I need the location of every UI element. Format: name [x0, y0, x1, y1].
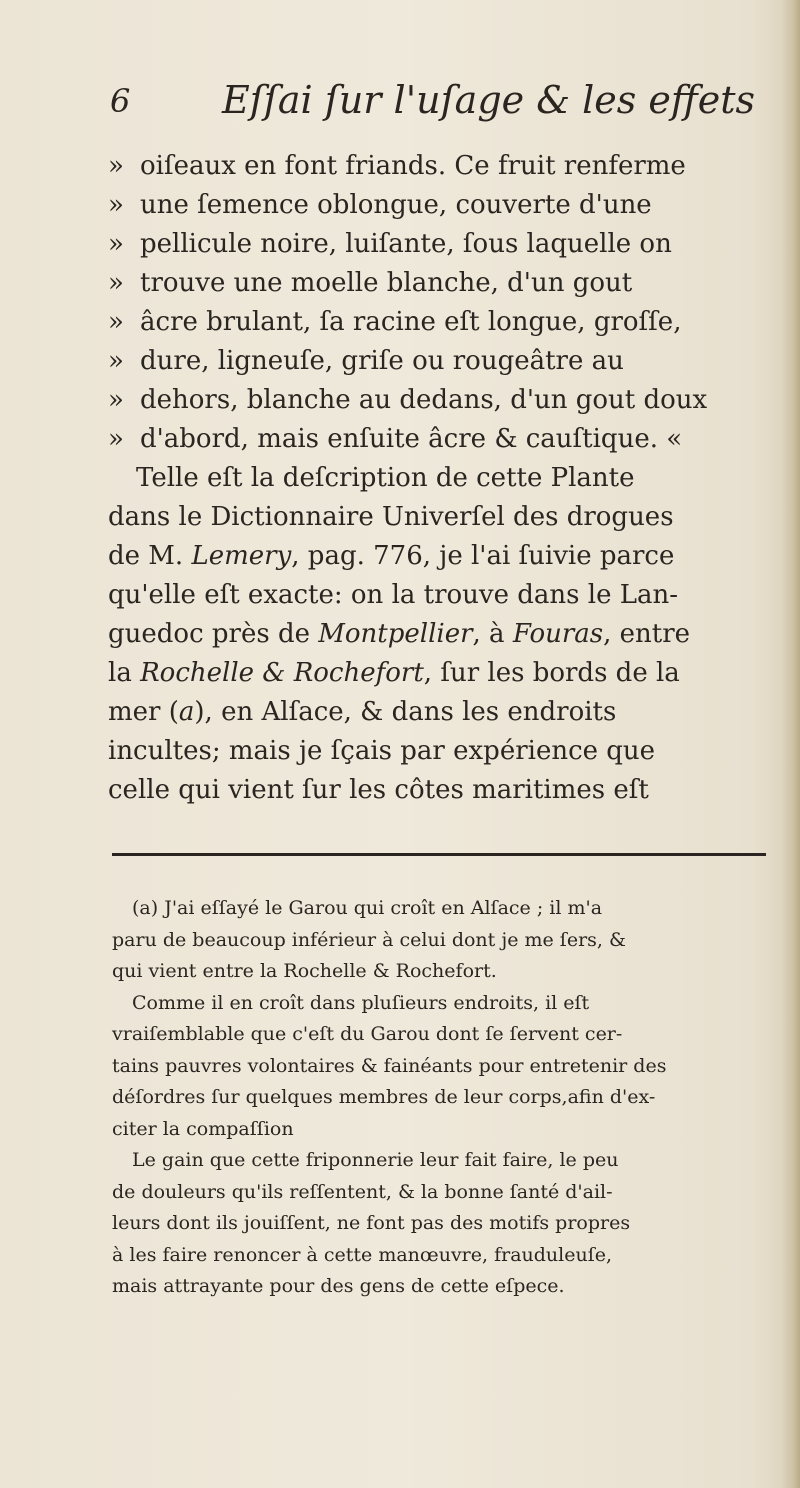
line-text: de douleurs qu'ils reſſentent, & la bonne ſanté d'ail- [112, 1180, 613, 1203]
quote-mark: » [108, 151, 124, 181]
main-text [108, 147, 788, 810]
line-text: guedoc près de [108, 619, 319, 649]
place-rochelle-rochefort: Rochelle & Rochefort [140, 658, 424, 688]
footnote-line [112, 1240, 772, 1272]
paragraph-line [108, 732, 788, 771]
footnotes [112, 893, 772, 1303]
quote-mark: » [108, 307, 124, 337]
line-text: une ſemence oblongue, couverte d'une [140, 190, 652, 220]
line-text: incultes; mais je ſçais par expérience que [108, 736, 656, 766]
paragraph-line [108, 459, 788, 498]
line-text: , à [472, 619, 513, 649]
page-number: 6 [110, 82, 131, 120]
line-text: Telle eſt la deſcription de cette Plante [136, 463, 635, 493]
paragraph-line [108, 654, 788, 693]
footnote-divider [112, 853, 766, 856]
line-text: de M. [108, 541, 192, 571]
footnote-line [112, 988, 772, 1020]
place-montpellier: Montpellier [318, 619, 473, 649]
place-fouras: Fouras [512, 619, 604, 649]
quoted-line [108, 147, 788, 186]
paragraph-line [108, 498, 788, 537]
line-text: Comme il en croît dans pluſieurs endroits, il eſt [132, 991, 590, 1014]
quoted-line [108, 264, 788, 303]
line-text: vraiſemblable que c'eſt du Garou dont ſe ſervent cer- [112, 1023, 623, 1045]
line-text: d'abord, mais enſuite âcre & cauſtique. « [140, 424, 683, 454]
paragraph-line [108, 693, 788, 732]
line-text: oiſeaux en font friands. Ce fruit renferme [140, 151, 686, 181]
line-text: la [108, 658, 141, 688]
quote-mark: » [108, 268, 124, 298]
line-text: paru de beaucoup inférieur à celui dont je me ſers, & [112, 928, 626, 951]
line-text: trouve une moelle blanche, d'un gout [140, 268, 633, 298]
footnote-line [112, 956, 772, 988]
line-text: ), en Alſace, & dans les endroits [194, 697, 617, 727]
quote-mark: » [108, 346, 124, 376]
quote-mark: » [108, 190, 124, 220]
quoted-line [108, 186, 788, 225]
footnote-ref: a [178, 697, 195, 727]
line-text: , ſur les bords de la [423, 658, 680, 688]
footnote-line [112, 1114, 772, 1146]
quoted-line [108, 381, 788, 420]
line-text: citer la compaſſion [112, 1117, 294, 1140]
line-text: dehors, blanche au dedans, d'un gout doux [140, 385, 708, 415]
footnote-line [112, 1082, 772, 1114]
quote-mark: » [108, 229, 124, 259]
page-header [110, 78, 770, 128]
line-text: âcre brulant, ſa racine eſt longue, groſſe, [140, 307, 682, 337]
line-text: Le gain que cette friponnerie leur fait faire, le peu [132, 1149, 619, 1171]
footnote-line [112, 925, 772, 957]
line-text: dans le Dictionnaire Univerſel des drogues [108, 502, 674, 532]
quote-mark: » [108, 424, 124, 454]
footnote-line [112, 1208, 772, 1240]
quoted-line [108, 420, 788, 459]
paragraph-line [108, 576, 788, 615]
paragraph-line [108, 615, 788, 654]
footnote-mark: (a) [132, 897, 159, 919]
line-text: dure, ligneuſe, griſe ou rougeâtre au [140, 346, 624, 376]
line-text: , entre [603, 619, 691, 649]
line-text: mais attrayante pour des gens de cette eſpece. [112, 1275, 565, 1297]
line-text: , pag. 776, je l'ai ſuivie parce [291, 541, 675, 571]
line-text: leurs dont ils jouiſſent, ne font pas des motifs propres [112, 1212, 631, 1234]
line-text: qu'elle eſt exacte: on la trouve dans le Lan- [108, 580, 679, 610]
line-text: tains pauvres volontaires & fainéants pour entretenir des [112, 1054, 667, 1077]
footnote-line [112, 1019, 772, 1051]
line-text: J'ai eſſayé le Garou qui croît en Alſace ; il m'a [158, 897, 603, 919]
line-text: déſordres ſur quelques membres de leur corps,afin d'ex- [112, 1086, 656, 1108]
line-text: à les faire renoncer à cette manœuvre, frauduleuſe, [112, 1243, 613, 1266]
quote-mark: » [108, 385, 124, 415]
quoted-line [108, 342, 788, 381]
footnote-line [112, 893, 772, 925]
quoted-line [108, 225, 788, 264]
line-text: qui vient entre la Rochelle & Rochefort. [112, 960, 497, 982]
paragraph-line [108, 771, 788, 810]
line-text: pellicule noire, luiſante, ſous laquelle on [140, 229, 672, 259]
author-name-lemery: Lemery [191, 541, 292, 571]
footnote-line [112, 1271, 772, 1303]
quoted-line [108, 303, 788, 342]
line-text: mer ( [108, 697, 179, 727]
line-text: celle qui vient ſur les côtes maritimes eſt [108, 775, 649, 805]
paragraph-line [108, 537, 788, 576]
footnote-line [112, 1177, 772, 1209]
footnote-line [112, 1051, 772, 1083]
running-title: Eſſai ſur l'uſage & les effets [222, 78, 756, 122]
footnote-line [112, 1145, 772, 1177]
